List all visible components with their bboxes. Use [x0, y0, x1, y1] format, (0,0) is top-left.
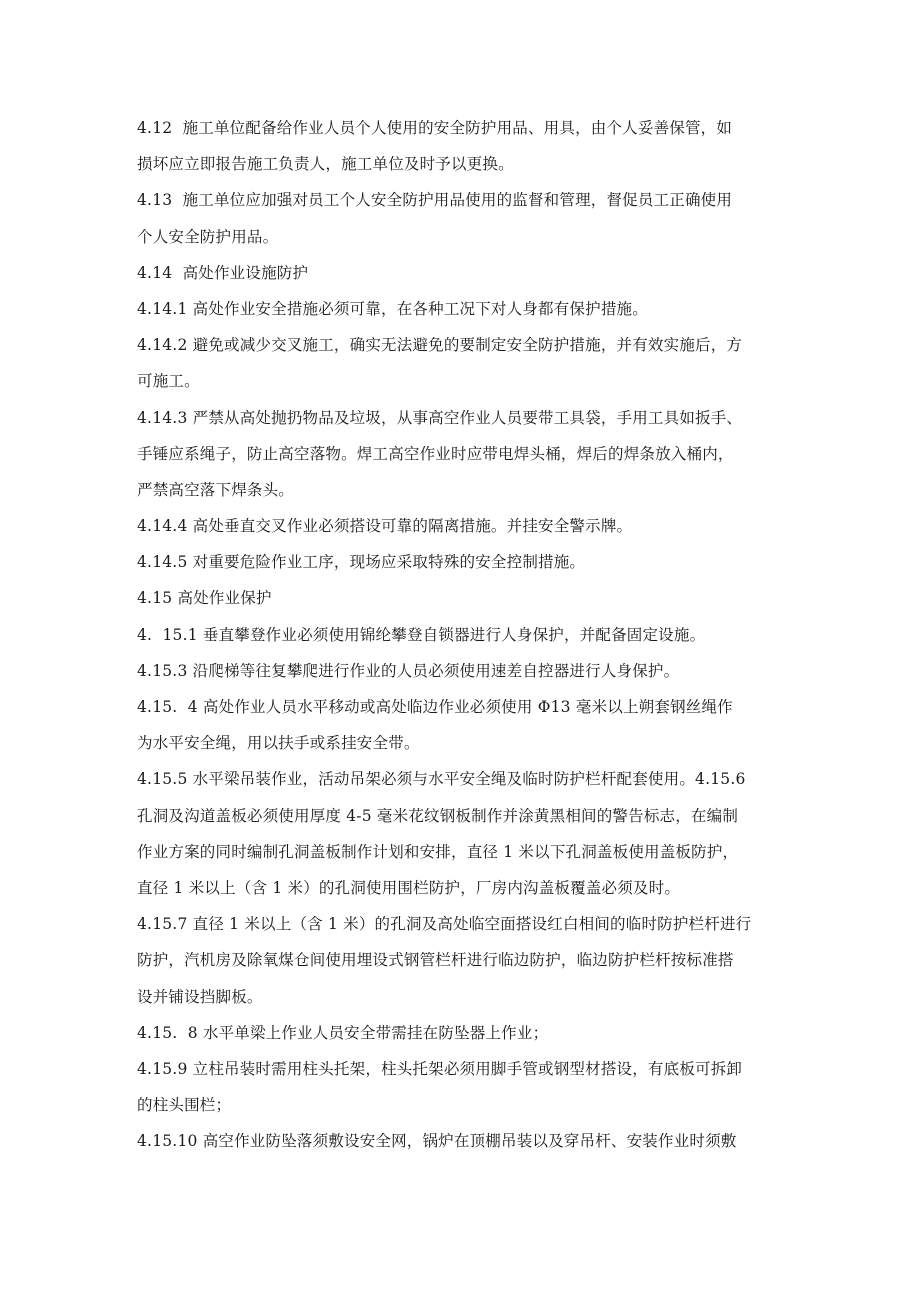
section-heading-4-14: 4.14 高处作业设施防护 — [137, 263, 309, 282]
text-line-25: 设并铺设挡脚板。 — [137, 987, 263, 1006]
text-line-27: 4.15.9 立柱吊装时需用柱头托架，柱头托架必须用脚手管或钢型材搭设，有底板可拆卸 — [137, 1059, 743, 1078]
text-line-11: 严禁高空落下焊条头。 — [137, 480, 295, 499]
text-line-12: 4.14.4 高处垂直交叉作业必须搭设可靠的隔离措施。并挂安全警示牌。 — [137, 517, 633, 536]
text-line-21: 作业方案的同时编制孔洞盖板制作计划和安排，直径 1 米以下孔洞盖板使用盖板防护， — [137, 842, 739, 861]
text-line-13: 4.14.5 对重要危险作业工序，现场应采取特殊的安全控制措施。 — [137, 553, 586, 572]
text-line-26: 4.15. 8 水平单梁上作业人员安全带需挂在防坠器上作业； — [137, 1023, 549, 1042]
text-line-28: 的柱头围栏； — [137, 1096, 232, 1115]
text-line-24: 防护，汽机房及除氧煤仓间使用埋设式钢管栏杆进行临边防护，临边防护栏杆按标准搭 — [137, 951, 734, 970]
text-line-7: 4.14.2 避免或减少交叉施工，确实无法避免的要制定安全防护措施，并有效实施后，方 — [137, 336, 743, 355]
text-line-15: 4. 15.1 垂直攀登作业必须使用锦纶攀登自锁器进行人身保护，并配备固定设施。 — [137, 625, 706, 644]
document-body — [137, 110, 797, 1159]
text-line-6: 4.14.1 高处作业安全措施必须可靠，在各种工况下对人身都有保护措施。 — [137, 299, 648, 318]
text-line-9: 4.14.3 严禁从高处抛扔物品及垃圾，从事高空作业人员要带工具袋，手用工具如扳手、 — [137, 408, 743, 427]
text-line-1: 4.12 施工单位配备给作业人员个人使用的安全防护用品、用具，由个人妥善保管，如 — [137, 119, 733, 137]
text-line-20: 孔洞及沟道盖板必须使用厚度 4-5 毫米花纹钢板制作并涂黄黑相间的警告标志，在编制 — [137, 806, 739, 825]
text-line-2: 损坏应立即报告施工负责人，施工单位及时予以更换。 — [137, 155, 514, 174]
text-line-4: 个人安全防护用品。 — [137, 227, 279, 246]
text-line-17: 4.15. 4 高处作业人员水平移动或高处临边作业必须使用 Φ13 毫米以上朔套钢丝绳作 — [137, 698, 733, 716]
text-line-29: 4.15.10 高空作业防坠落须敷设安全网，锅炉在顶棚吊装以及穿吊杆、安装作业时须敷 — [137, 1132, 737, 1151]
text-line-8: 可施工。 — [137, 372, 200, 391]
text-line-3: 4.13 施工单位应加强对员工个人安全防护用品使用的监督和管理，督促员工正确使用 — [137, 191, 733, 210]
text-line-22: 直径 1 米以上（含 1 米）的孔洞使用围栏防护，厂房内沟盖板覆盖必须及时。 — [137, 878, 681, 897]
section-heading-4-15: 4.15 高处作业保护 — [137, 589, 272, 608]
text-line-10: 手锤应系绳子，防止高空落物。焊工高空作业时应带电焊头桶，焊后的焊条放入桶内， — [137, 444, 734, 463]
text-line-16: 4.15.3 沿爬梯等往复攀爬进行作业的人员必须使用速差自控器进行人身保护。 — [137, 661, 680, 680]
text-line-19: 4.15.5 水平梁吊装作业，活动吊架必须与水平安全绳及临时防护栏杆配套使用。4.15.6 — [137, 770, 746, 789]
text-line-23: 4.15.7 直径 1 米以上（含 1 米）的孔洞及高处临空面搭设红白相间的临时防护栏杆进行 — [137, 915, 752, 934]
text-line-18: 为水平安全绳，用以扶手或系挂安全带。 — [137, 734, 420, 753]
